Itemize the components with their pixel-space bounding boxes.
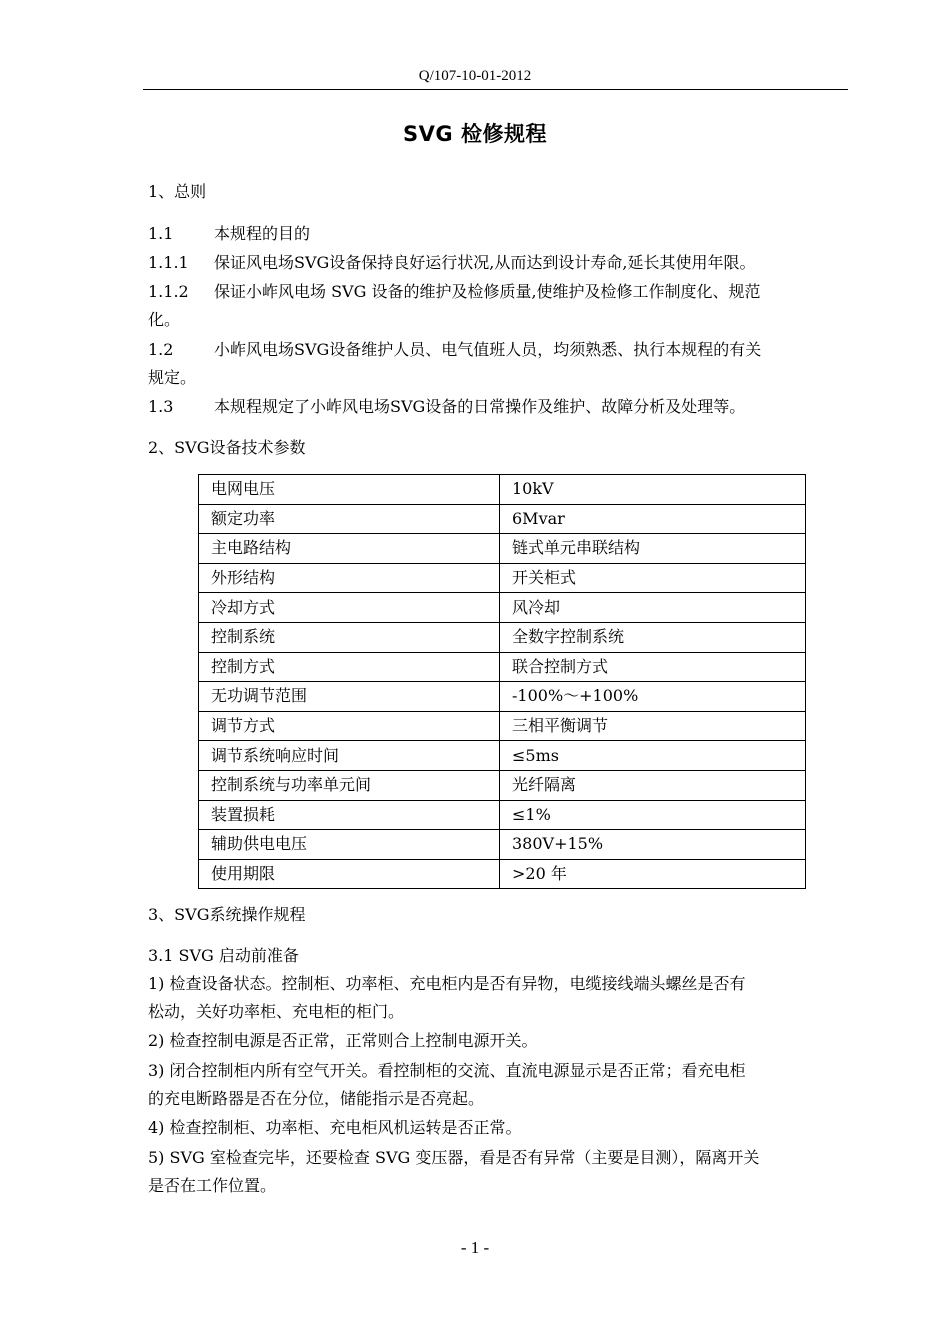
clause-1-1-1 (148, 250, 860, 276)
clause-number: 1.1.1 (148, 253, 189, 272)
parameter-name-cell: 辅助供电电压 (199, 830, 500, 860)
parameter-name-cell: 调节系统响应时间 (199, 741, 500, 771)
step-3-continued: 的充电断路器是否在分位，储能指示是否亮起。 (148, 1089, 485, 1108)
clause-number: 1.3 (148, 397, 174, 416)
parameter-value-cell: 联合控制方式 (500, 652, 806, 682)
step-4: 4) 检查控制柜、功率柜、充电柜风机运转是否正常。 (148, 1118, 522, 1137)
table-row (199, 711, 806, 741)
step-1: 1) 检查设备状态。控制柜、功率柜、充电柜内是否有异物，电缆接线端头螺丝是否有 (148, 974, 746, 993)
parameter-value-cell: 380V+15% (500, 830, 806, 860)
parameter-value-cell: 10kV (500, 475, 806, 505)
parameter-name-cell: 外形结构 (199, 563, 500, 593)
table-row (199, 563, 806, 593)
section-3-heading: 3、SVG系统操作规程 (148, 905, 306, 924)
table-row (199, 652, 806, 682)
table-row (199, 830, 806, 860)
clause-1-1-2-continued: 化。 (148, 310, 181, 329)
header-divider (143, 89, 848, 90)
table-row (199, 741, 806, 771)
parameter-name-cell: 无功调节范围 (199, 682, 500, 712)
step-1-continued: 松动，关好功率柜、充电柜的柜门。 (148, 1002, 405, 1021)
table-row (199, 682, 806, 712)
table-row (199, 859, 806, 889)
document-code: Q/107-10-01-2012 (418, 68, 532, 84)
clause-text: 保证小岞风电场 SVG 设备的维护及检修质量,使维护及检修工作制度化、规范 (214, 282, 761, 301)
clause-number: 1.1 (148, 224, 174, 243)
subsection-3-1-heading: 3.1 SVG 启动前准备 (148, 946, 299, 965)
parameter-value-cell: ≤5ms (500, 741, 806, 771)
parameter-name-cell: 控制方式 (199, 652, 500, 682)
table-row (199, 593, 806, 623)
step-2: 2) 检查控制电源是否正常，正常则合上控制电源开关。 (148, 1031, 538, 1050)
clause-text: 本规程的目的 (214, 224, 311, 243)
clause-text: 小岞风电场SVG设备维护人员、电气值班人员，均须熟悉、执行本规程的有关 (214, 340, 762, 359)
parameter-name-cell: 冷却方式 (199, 593, 500, 623)
clause-text: 保证风电场SVG设备保持良好运行状况,从而达到设计寿命,延长其使用年限。 (214, 253, 756, 272)
parameter-name-cell: 额定功率 (199, 504, 500, 534)
section-2-heading: 2、SVG设备技术参数 (148, 438, 306, 457)
parameter-value-cell: >20 年 (500, 859, 806, 889)
parameter-name-cell: 使用期限 (199, 859, 500, 889)
parameter-name-cell: 调节方式 (199, 711, 500, 741)
parameter-value-cell: -100%～+100% (500, 682, 806, 712)
section-1-heading: 1、总则 (148, 182, 207, 201)
parameter-name-cell: 控制系统与功率单元间 (199, 770, 500, 800)
parameter-value-cell: 风冷却 (500, 593, 806, 623)
clause-number: 1.1.2 (148, 282, 189, 301)
clause-1-1 (148, 221, 860, 247)
step-3: 3) 闭合控制柜内所有空气开关。看控制柜的交流、直流电源显示是否正常；看充电柜 (148, 1061, 746, 1080)
parameter-name-cell: 电网电压 (199, 475, 500, 505)
step-5-continued: 是否在工作位置。 (148, 1176, 277, 1195)
parameter-value-cell: 全数字控制系统 (500, 622, 806, 652)
table-row (199, 622, 806, 652)
parameter-value-cell: ≤1% (500, 800, 806, 830)
clause-1-2 (148, 337, 860, 363)
table-row (199, 475, 806, 505)
parameter-name-cell: 装置损耗 (199, 800, 500, 830)
parameter-name-cell: 主电路结构 (199, 534, 500, 564)
document-title: SVG 检修规程 (403, 122, 547, 146)
table-row (199, 800, 806, 830)
parameter-value-cell: 链式单元串联结构 (500, 534, 806, 564)
parameter-value-cell: 三相平衡调节 (500, 711, 806, 741)
parameter-name-cell: 控制系统 (199, 622, 500, 652)
table-row (199, 534, 806, 564)
clause-1-3 (148, 394, 860, 420)
clause-number: 1.2 (148, 340, 174, 359)
parameter-value-cell: 开关柜式 (500, 563, 806, 593)
clause-1-1-2 (148, 279, 860, 305)
clause-text: 本规程规定了小岞风电场SVG设备的日常操作及维护、故障分析及处理等。 (214, 397, 746, 416)
table-row (199, 770, 806, 800)
parameter-value-cell: 6Mvar (500, 504, 806, 534)
clause-1-2-continued: 规定。 (148, 368, 197, 387)
page-number: - 1 - (460, 1238, 490, 1257)
technical-parameters-table (198, 474, 806, 889)
step-5: 5) SVG 室检查完毕，还要检查 SVG 变压器，看是否有异常（主要是目测），隔离开关 (148, 1148, 760, 1167)
parameter-value-cell: 光纤隔离 (500, 770, 806, 800)
table-row (199, 504, 806, 534)
